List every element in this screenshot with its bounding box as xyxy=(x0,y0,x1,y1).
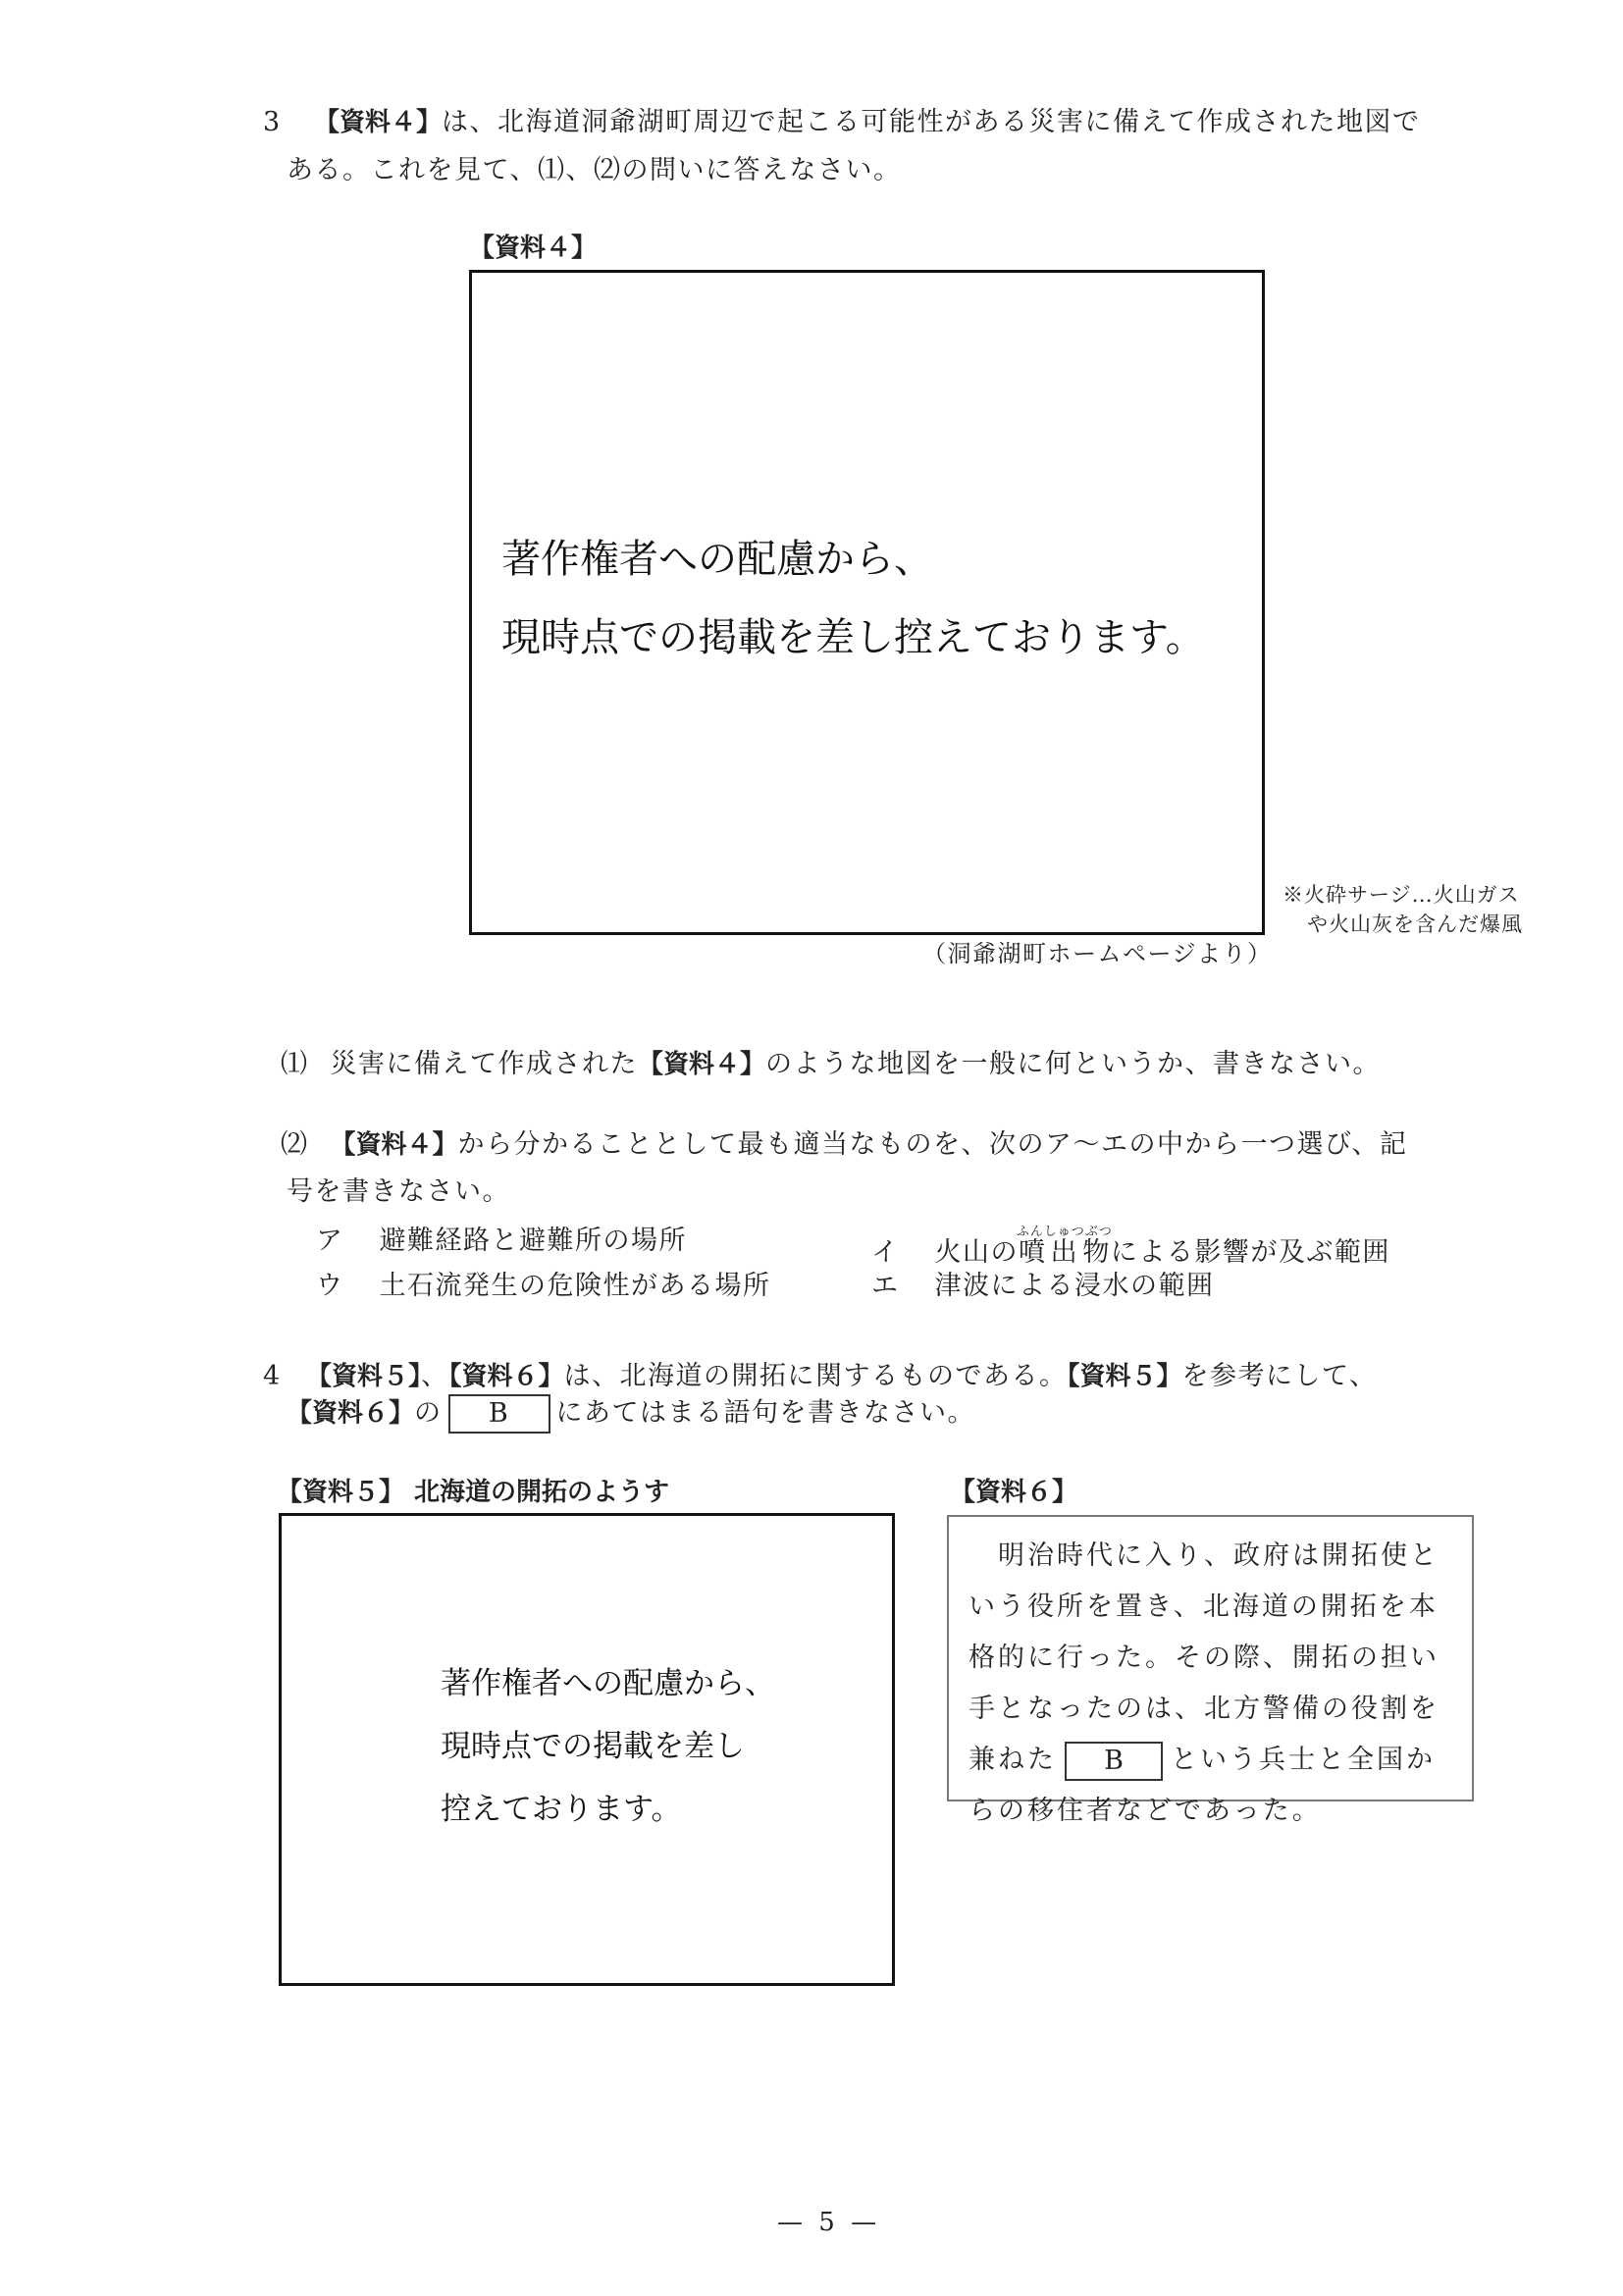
ruby-funshutsubutsu: 噴出物ふんしゅつぶつ xyxy=(1016,1225,1113,1268)
copyright-notice-line1: 著作権者への配慮から、 xyxy=(501,537,933,582)
figure6-text xyxy=(969,1531,1459,1837)
figure5-title: 北海道の開拓のようす xyxy=(414,1478,670,1507)
figure4-label: 【資料４】 xyxy=(469,234,598,263)
choice-u-key: ウ xyxy=(316,1271,344,1301)
question-1 xyxy=(281,1048,1381,1081)
choice-i-text: 火山の xyxy=(934,1237,1019,1268)
question-2-number: ⑵ xyxy=(281,1129,309,1160)
separator: 、 xyxy=(421,1361,449,1391)
figure5-caption xyxy=(277,1472,669,1508)
figure6-frame xyxy=(947,1515,1474,1826)
copyright-notice-line2: 現時点での掲載を差し控えております。 xyxy=(501,615,1205,660)
figure5-label: 【資料５】 xyxy=(277,1478,405,1507)
figure5-frame xyxy=(279,1513,895,1986)
choice-e-key: エ xyxy=(871,1271,900,1301)
ref-label-material4: 【資料４】 xyxy=(330,1130,458,1160)
particle: の xyxy=(414,1397,443,1429)
copyright-notice-line2: 現時点での掲載を差し xyxy=(441,1729,745,1764)
section4-instruction: にあてはまる語句を書きなさい。 xyxy=(555,1397,976,1429)
choice-u xyxy=(316,1270,771,1303)
figure6-text-body: 明治時代に入り、政府は開拓使という役所を置き、北海道の開拓を本格的に行った。その際、開拓の担い手となったのは、北方警備の役割を兼ねた xyxy=(969,1540,1440,1775)
choice-e xyxy=(871,1270,1215,1303)
answer-blank-b: B xyxy=(1065,1742,1163,1781)
ref-label-material4: 【資料４】 xyxy=(638,1050,766,1079)
ref-label-material4: 【資料４】 xyxy=(314,108,443,137)
question-1-text-end: のような地図を一般に何というか、書きなさい。 xyxy=(765,1049,1382,1079)
section4-line2 xyxy=(287,1394,975,1434)
section3-intro-line2: ある。これを見て、⑴、⑵の問いに答えなさい。 xyxy=(287,155,902,185)
choice-i-text-end: による影響が及ぶ範囲 xyxy=(1110,1237,1390,1268)
section4-text-end: を参考にして、 xyxy=(1181,1361,1378,1391)
section3-number: 3 xyxy=(263,107,282,137)
copyright-notice-line1: 著作権者への配慮から、 xyxy=(441,1666,775,1701)
footnote-line2: や火山灰を含んだ爆風 xyxy=(1307,913,1523,936)
section4-text: は、北海道の開拓に関するものである。 xyxy=(563,1361,1068,1391)
figure6-text-end: という兵士と全国からの移住者などであった。 xyxy=(969,1745,1436,1826)
figure4-source: （洞爺湖町ホームページより） xyxy=(922,940,1273,967)
section4-number: 4 xyxy=(263,1361,282,1391)
answer-blank-b: B xyxy=(448,1394,550,1434)
question-2-text: から分かることとして最も適当なものを、次のア～エの中から一つ選び、記 xyxy=(457,1129,1408,1160)
question-1-text: 災害に備えて作成された xyxy=(330,1049,638,1079)
section3-intro-line1 xyxy=(314,106,1421,139)
page-number: — 5 — xyxy=(777,2208,881,2237)
choice-e-text: 津波による浸水の範囲 xyxy=(934,1271,1215,1301)
choice-a-key: ア xyxy=(316,1226,344,1256)
question-1-number: ⑴ xyxy=(281,1049,309,1079)
figure6-label: 【資料６】 xyxy=(950,1478,1078,1507)
question-2-line2: 号を書きなさい。 xyxy=(287,1176,510,1207)
intro-text: は、北海道洞爺湖町周辺で起こる可能性がある災害に備えて作成された地図で xyxy=(442,107,1421,137)
ref-label-material5: 【資料５】 xyxy=(1067,1362,1182,1391)
choice-u-text: 土石流発生の危険性がある場所 xyxy=(379,1271,771,1301)
section4-line1 xyxy=(306,1360,1378,1393)
ref-label-material6: 【資料６】 xyxy=(448,1362,564,1391)
choice-i-key: イ xyxy=(871,1237,900,1268)
figure4-frame xyxy=(469,270,1265,935)
choice-a-text: 避難経路と避難所の場所 xyxy=(379,1226,687,1256)
ref-label-material5: 【資料５】 xyxy=(306,1362,422,1391)
ref-label-material6: 【資料６】 xyxy=(287,1398,415,1429)
copyright-notice-line3: 控えております。 xyxy=(441,1792,682,1827)
footnote-line1: ※火砕サージ…火山ガス xyxy=(1283,883,1520,907)
choice-a xyxy=(316,1225,687,1258)
question-2-line1 xyxy=(281,1128,1407,1162)
choice-i xyxy=(871,1225,1390,1270)
